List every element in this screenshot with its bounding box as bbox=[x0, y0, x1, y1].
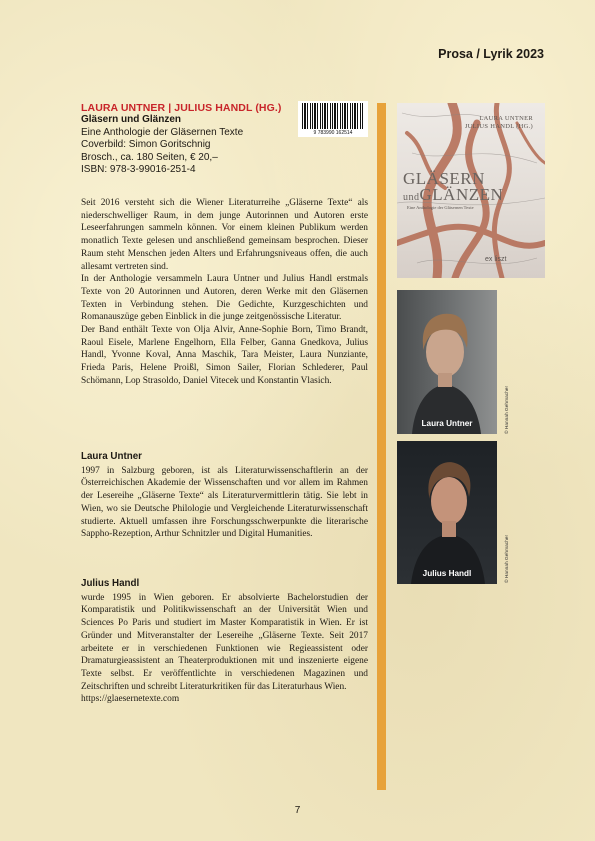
isbn: ISBN: 978-3-99016-251-4 bbox=[81, 164, 196, 176]
book-subtitle: Eine Anthologie der Gläsernen Texte bbox=[81, 126, 244, 138]
author-photo-untner bbox=[397, 290, 497, 434]
publisher-logo: ex liszt bbox=[485, 256, 507, 263]
website-link[interactable]: https://glaesernetexte.com bbox=[81, 694, 180, 705]
description-paragraph: In der Anthologie versammeln Laura Untner und Julius Handl erstmals Texte von 20 Autorinnen und Autoren, deren Werke mit den Gläsernen Texten in Verbindung stehen. Die Gedichte, Kurzgeschichten und Romanauszüge geben Einblick in die junge zeitgenössische Literatur. bbox=[81, 274, 368, 323]
book-description bbox=[81, 197, 368, 388]
bio-untner bbox=[81, 451, 368, 541]
portrait-illustration bbox=[397, 441, 497, 584]
cover-author-line: LAURA UNTNER bbox=[479, 115, 533, 122]
cover-title-part: GLÄSERN bbox=[403, 169, 485, 188]
photo-caption: Julius Handl bbox=[422, 569, 472, 578]
bio-text: 1997 in Salzburg geboren, ist als Literaturwissenschaftlerin an der Österreichischen Akademie der Wissenschaften und vor allem im Rahmen der Lesereihe „Gläserne Texte“ als Literaturvermittlerin tätig. Sie lebt in Wien, wo sie Deutsche Philologie und Vergleichende Literaturwissenschaft studierte. Aktuell umfassen ihre Forschungsschwerpunkte die literarische Sappho-Rezeption, Arthur Schnitzler und Digital Humanities. bbox=[81, 465, 368, 540]
book-title: Gläsern und Glänzen bbox=[81, 114, 182, 126]
bio-heading: Julius Handl bbox=[81, 578, 140, 589]
cover-credit: Coverbild: Simon Goritschnig bbox=[81, 139, 211, 151]
portrait-illustration bbox=[397, 290, 497, 434]
barcode-bars bbox=[302, 103, 364, 129]
description-paragraph: Seit 2016 versteht sich die Wiener Literaturreihe „Gläserne Texte“ als niederschwelliger Raum, in dem junge Autorinnen und Autoren erste Leseerfahrungen sammeln können. Vor einem kleinen Publikum werden monatlich Texte gelesen und anschließend gemeinsam besprochen. Dieser Raum steht Menschen jeden Alters und Erfahrungsniveaus offen, die auch allesamt vertreten sind. bbox=[81, 198, 368, 272]
photo-credit: © Hannah Gehmacher bbox=[505, 534, 510, 583]
vertical-divider bbox=[377, 103, 386, 790]
photo-caption: Laura Untner bbox=[421, 419, 473, 428]
bio-text: wurde 1995 in Wien geboren. Er absolvierte Bachelorstudien der Komparatistik und Politikwissenschaft an der Universität Wien und Sciences Po Paris und studiert im Master Komparatistik in Wien. Er ist Gründer und Mitveranstalter der Lesereihe „Gläserne Texte. Seit 2017 arbeitete er in verschiedenen Funktionen wie Regieassistent oder Dramaturgieassistent an Theaterproduktionen mit und inszenierte eigene Texte selbst. Er veröffentlichte in verschiedenen Magazinen und Zeitschriften und schreibt Literaturkritiken für das Literaturhaus Wien. bbox=[81, 592, 368, 692]
cover-title-part: GLÄNZEN bbox=[419, 185, 504, 204]
isbn-barcode bbox=[298, 101, 368, 137]
bio-heading: Laura Untner bbox=[81, 451, 142, 462]
cover-author-line: JULIUS HANDL (HG.) bbox=[464, 123, 533, 130]
format-price: Brosch., ca. 180 Seiten, € 20,– bbox=[81, 151, 218, 163]
cover-title-und: und bbox=[403, 192, 420, 203]
barcode-digits: 9 783990 162514 bbox=[313, 130, 353, 136]
photo-credit: © Hannah Gehmacher bbox=[505, 385, 510, 434]
cover-authors bbox=[465, 115, 533, 131]
book-cover bbox=[397, 103, 545, 278]
page-number: 7 bbox=[294, 805, 301, 816]
cover-title bbox=[403, 171, 503, 206]
author-photo-handl bbox=[397, 441, 497, 584]
bio-handl bbox=[81, 578, 368, 706]
description-paragraph: Der Band enthält Texte von Olja Alvir, Anne-Sophie Born, Timo Brandt, Raoul Eisele, Marlene Engelhorn, Ella Felber, Ganna Gnedkova, Julius Handl, Yvonne Koval, Anna Maschik, Tara Meister, Laura Nunziante, Frieda Paris, Helene Proißl, Simon Sailer, Florian Schlederer, Paul Schömann, Lop Strasoldo, Daniel Vitecek und Konstantin Vlasich. bbox=[81, 325, 368, 386]
book-authors: LAURA UNTNER | JULIUS HANDL (HG.) bbox=[81, 102, 282, 114]
cover-subtitle: Eine Anthologie der Gläsernen Texte bbox=[407, 205, 474, 210]
section-header: Prosa / Lyrik 2023 bbox=[438, 47, 544, 61]
